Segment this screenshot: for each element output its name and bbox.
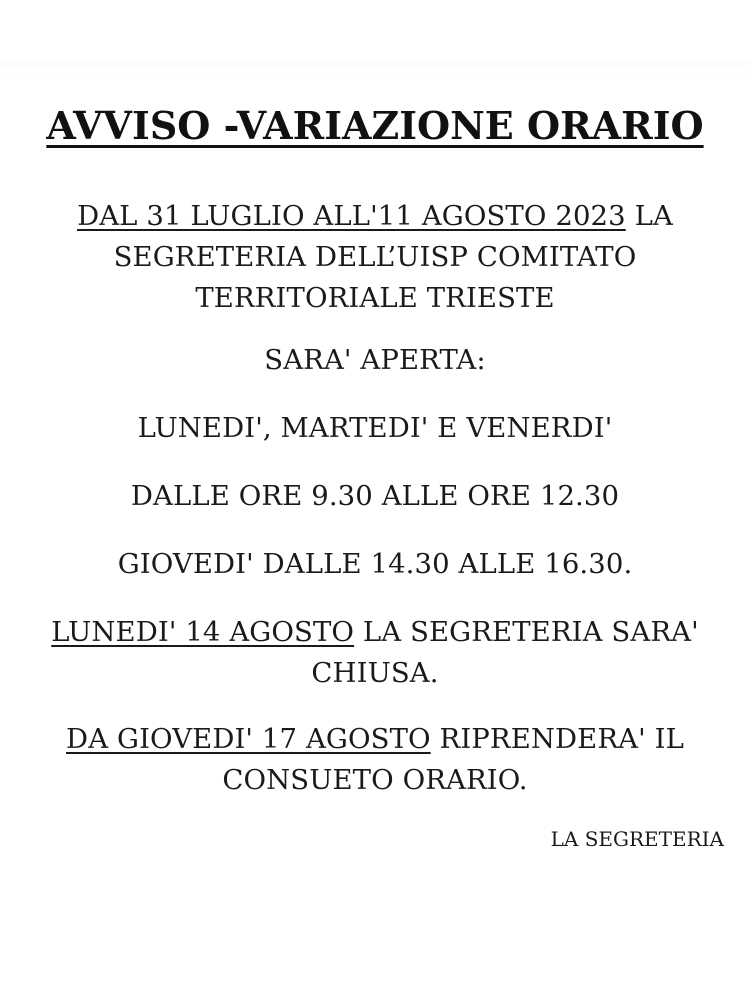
period-dates: DAL 31 LUGLIO ALL'11 AGOSTO 2023 [77, 200, 626, 232]
period-text-line2: SEGRETERIA DELL’UISP COMITATO [113, 241, 637, 273]
period-text-line1: LA [625, 200, 673, 232]
thursday-hours: GIOVEDI' DALLE 14.30 ALLE 16.30. [117, 548, 633, 580]
notice-title-text: AVVISO -VARIAZIONE ORARIO [46, 103, 704, 148]
resume-text-line1: RIPRENDERA' IL [430, 723, 684, 755]
open-hours: DALLE ORE 9.30 ALLE ORE 12.30 [130, 480, 620, 512]
open-days: LUNEDI', MARTEDI' E VENERDI' [137, 412, 613, 444]
resume-text-line2: CONSUETO ORARIO. [222, 764, 528, 796]
resume-paragraph [25, 719, 725, 801]
period-paragraph [25, 196, 725, 319]
closure-text-line2: CHIUSA. [311, 657, 439, 689]
closure-date: LUNEDI' 14 AGOSTO [51, 616, 355, 648]
closure-text-line1: LA SEGRETERIA SARA' [354, 616, 699, 648]
notice-title [0, 100, 750, 152]
resume-date: DA GIOVEDI' 17 AGOSTO [66, 723, 431, 755]
signature: LA SEGRETERIA [550, 827, 724, 851]
period-text-line3: TERRITORIALE TRIESTE [195, 282, 555, 314]
closure-paragraph [25, 612, 725, 694]
open-label: SARA' APERTA: [264, 344, 486, 376]
top-shade [0, 60, 750, 76]
